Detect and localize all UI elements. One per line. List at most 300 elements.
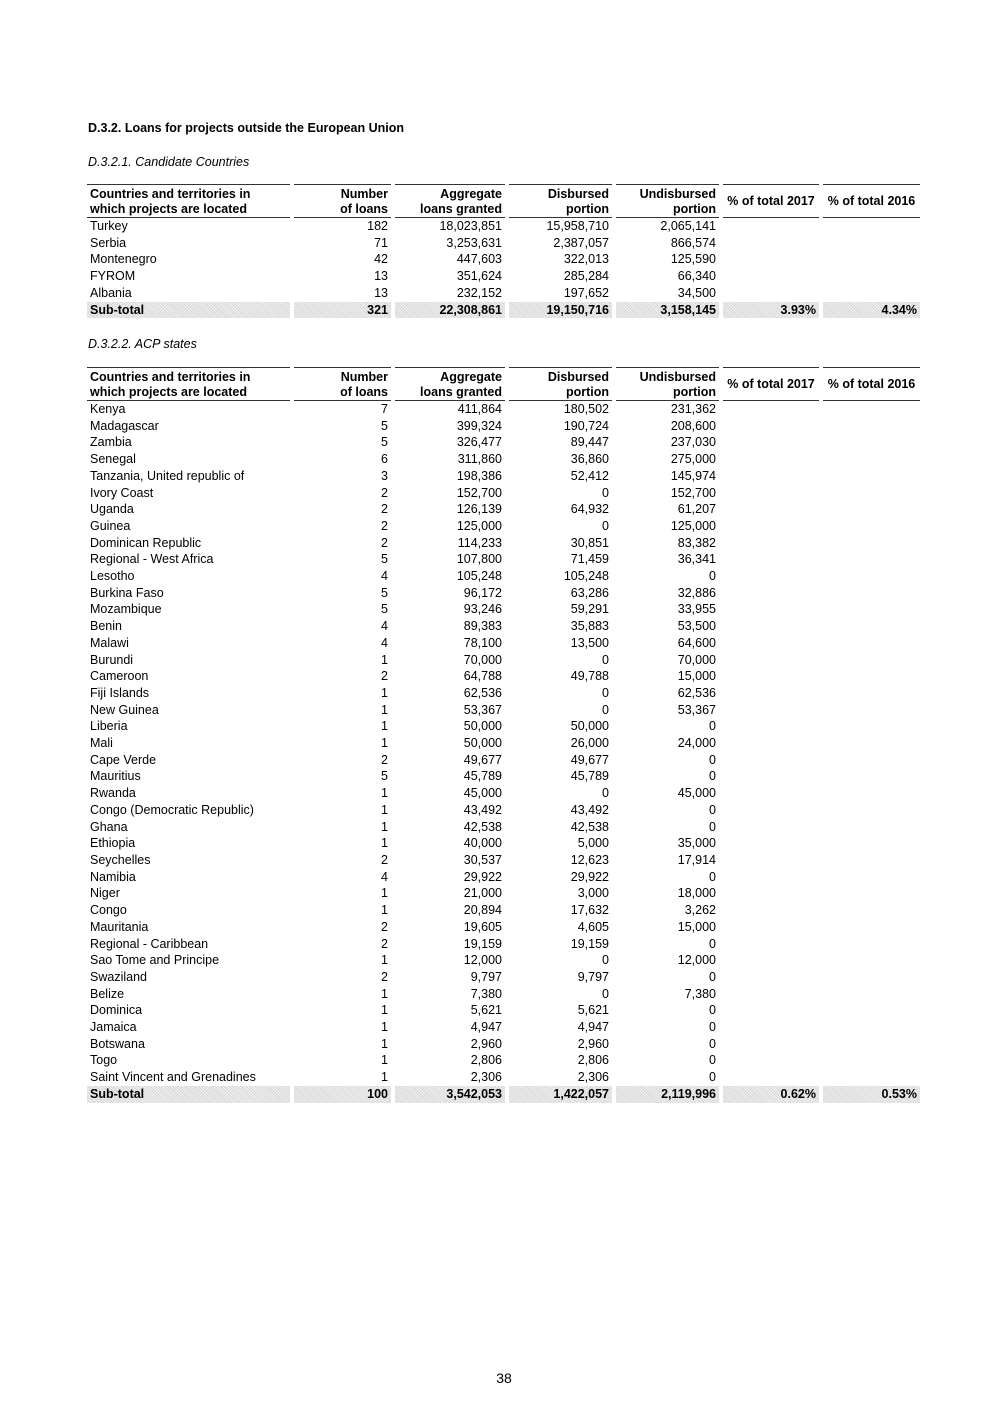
country-cell: Niger bbox=[90, 886, 120, 901]
undisbursed-cell: 0 bbox=[709, 1053, 716, 1068]
table-row bbox=[87, 885, 920, 902]
country-cell: Tanzania, United republic of bbox=[90, 468, 245, 483]
undisbursed-cell: 0 bbox=[709, 569, 716, 584]
country-cell: Burkina Faso bbox=[90, 585, 164, 600]
subtotal-pct2016: 4.34% bbox=[823, 302, 920, 319]
disbursed-cell: 4,605 bbox=[577, 919, 609, 934]
aggregate-cell: 40,000 bbox=[463, 836, 502, 851]
table-row bbox=[87, 451, 920, 468]
country-cell: Guinea bbox=[90, 518, 131, 533]
header-undisbursed: Undisbursed portion bbox=[616, 367, 719, 401]
aggregate-cell: 5,621 bbox=[470, 1003, 502, 1018]
number-cell: 1 bbox=[381, 1020, 388, 1035]
acp-states-table bbox=[87, 367, 920, 1103]
number-cell: 4 bbox=[381, 619, 388, 634]
undisbursed-cell: 0 bbox=[709, 969, 716, 984]
disbursed-cell: 13,500 bbox=[570, 635, 609, 650]
number-cell: 4 bbox=[381, 869, 388, 884]
disbursed-cell: 105,248 bbox=[563, 569, 609, 584]
number-cell: 2 bbox=[381, 485, 388, 500]
disbursed-cell: 0 bbox=[602, 685, 609, 700]
number-cell: 2 bbox=[381, 518, 388, 533]
table-row bbox=[87, 551, 920, 568]
country-cell: Uganda bbox=[90, 502, 134, 517]
aggregate-cell: 107,800 bbox=[456, 552, 502, 567]
aggregate-cell: 43,492 bbox=[463, 802, 502, 817]
table-row bbox=[87, 501, 920, 518]
header-pct-2017: % of total 2017 bbox=[723, 367, 819, 401]
undisbursed-cell: 0 bbox=[709, 802, 716, 817]
aggregate-cell: 30,537 bbox=[463, 852, 502, 867]
number-cell: 6 bbox=[381, 452, 388, 467]
disbursed-cell: 89,447 bbox=[570, 435, 609, 450]
undisbursed-cell: 36,341 bbox=[677, 552, 716, 567]
subtotal-number: 321 bbox=[294, 302, 391, 319]
undisbursed-cell: 275,000 bbox=[670, 452, 716, 467]
undisbursed-cell: 0 bbox=[709, 819, 716, 834]
aggregate-cell: 45,000 bbox=[463, 786, 502, 801]
table-row bbox=[87, 285, 920, 302]
aggregate-cell: 399,324 bbox=[456, 418, 502, 433]
disbursed-cell: 42,538 bbox=[570, 819, 609, 834]
table-row bbox=[87, 268, 920, 285]
aggregate-cell: 326,477 bbox=[456, 435, 502, 450]
table-row bbox=[87, 902, 920, 919]
table-row bbox=[87, 835, 920, 852]
aggregate-cell: 89,383 bbox=[463, 619, 502, 634]
aggregate-cell: 2,306 bbox=[470, 1070, 502, 1085]
table-row bbox=[87, 768, 920, 785]
table-row bbox=[87, 952, 920, 969]
country-cell: Ethiopia bbox=[90, 836, 136, 851]
header-aggregate: Aggregate loans granted bbox=[395, 367, 505, 401]
table-row bbox=[87, 1069, 920, 1086]
undisbursed-cell: 152,700 bbox=[670, 485, 716, 500]
number-cell: 1 bbox=[381, 719, 388, 734]
number-cell: 2 bbox=[381, 669, 388, 684]
undisbursed-cell: 32,886 bbox=[677, 585, 716, 600]
table-row bbox=[87, 468, 920, 485]
aggregate-cell: 351,624 bbox=[456, 269, 502, 284]
table-row bbox=[87, 718, 920, 735]
disbursed-cell: 29,922 bbox=[570, 869, 609, 884]
table-row bbox=[87, 418, 920, 435]
country-cell: Ivory Coast bbox=[90, 485, 154, 500]
country-cell: Benin bbox=[90, 619, 122, 634]
country-cell: Dominican Republic bbox=[90, 535, 202, 550]
country-cell: Kenya bbox=[90, 402, 126, 416]
disbursed-cell: 71,459 bbox=[570, 552, 609, 567]
disbursed-cell: 43,492 bbox=[570, 802, 609, 817]
number-cell: 3 bbox=[381, 468, 388, 483]
number-cell: 1 bbox=[381, 702, 388, 717]
aggregate-cell: 232,152 bbox=[456, 285, 502, 300]
number-cell: 1 bbox=[381, 1070, 388, 1085]
candidate-countries-table bbox=[87, 184, 920, 318]
undisbursed-cell: 83,382 bbox=[677, 535, 716, 550]
undisbursed-cell: 12,000 bbox=[677, 953, 716, 968]
aggregate-cell: 3,253,631 bbox=[446, 235, 502, 250]
header-disbursed: Disbursed portion bbox=[509, 367, 612, 401]
country-cell: Zambia bbox=[90, 435, 132, 450]
undisbursed-cell: 66,340 bbox=[677, 269, 716, 284]
disbursed-cell: 0 bbox=[602, 518, 609, 533]
number-cell: 71 bbox=[374, 235, 388, 250]
table-row bbox=[87, 485, 920, 502]
country-cell: FYROM bbox=[90, 269, 136, 284]
country-cell: Congo (Democratic Republic) bbox=[90, 802, 254, 817]
number-cell: 1 bbox=[381, 819, 388, 834]
undisbursed-cell: 33,955 bbox=[677, 602, 716, 617]
country-cell: Madagascar bbox=[90, 418, 159, 433]
number-cell: 7 bbox=[381, 402, 388, 416]
table-row bbox=[87, 869, 920, 886]
disbursed-cell: 0 bbox=[602, 652, 609, 667]
undisbursed-cell: 0 bbox=[709, 1003, 716, 1018]
disbursed-cell: 2,806 bbox=[577, 1053, 609, 1068]
country-cell: Fiji Islands bbox=[90, 685, 150, 700]
number-cell: 1 bbox=[381, 736, 388, 751]
number-cell: 5 bbox=[381, 418, 388, 433]
table-row bbox=[87, 635, 920, 652]
disbursed-cell: 49,677 bbox=[570, 752, 609, 767]
undisbursed-cell: 231,362 bbox=[670, 402, 716, 416]
country-cell: Ghana bbox=[90, 819, 128, 834]
undisbursed-cell: 0 bbox=[709, 1070, 716, 1085]
table-row bbox=[87, 535, 920, 552]
table-row bbox=[87, 819, 920, 836]
country-cell: Saint Vincent and Grenadines bbox=[90, 1070, 256, 1085]
undisbursed-cell: 0 bbox=[709, 1020, 716, 1035]
subtotal-pct2016: 0.53% bbox=[823, 1086, 920, 1103]
disbursed-cell: 2,960 bbox=[577, 1036, 609, 1051]
aggregate-cell: 42,538 bbox=[463, 819, 502, 834]
country-cell: Lesotho bbox=[90, 569, 135, 584]
number-cell: 1 bbox=[381, 986, 388, 1001]
aggregate-cell: 4,947 bbox=[470, 1020, 502, 1035]
number-cell: 42 bbox=[374, 252, 388, 267]
subtotal-number: 100 bbox=[294, 1086, 391, 1103]
disbursed-cell: 49,788 bbox=[570, 669, 609, 684]
undisbursed-cell: 208,600 bbox=[670, 418, 716, 433]
table-row bbox=[87, 1019, 920, 1036]
aggregate-cell: 93,246 bbox=[463, 602, 502, 617]
number-cell: 2 bbox=[381, 852, 388, 867]
country-cell: Sao Tome and Principe bbox=[90, 953, 220, 968]
number-cell: 2 bbox=[381, 535, 388, 550]
undisbursed-cell: 0 bbox=[709, 936, 716, 951]
country-cell: Mauritania bbox=[90, 919, 149, 934]
aggregate-cell: 447,603 bbox=[456, 252, 502, 267]
section-title: D.3.2. Loans for projects outside the European Union bbox=[88, 121, 405, 135]
aggregate-cell: 19,605 bbox=[463, 919, 502, 934]
undisbursed-cell: 3,262 bbox=[684, 903, 716, 918]
aggregate-cell: 114,233 bbox=[457, 535, 502, 550]
header-pct-2016: % of total 2016 bbox=[823, 184, 920, 218]
aggregate-cell: 53,367 bbox=[463, 702, 502, 717]
disbursed-cell: 35,883 bbox=[570, 619, 609, 634]
country-cell: Mozambique bbox=[90, 602, 162, 617]
aggregate-cell: 12,000 bbox=[463, 953, 502, 968]
number-cell: 5 bbox=[381, 602, 388, 617]
table-row bbox=[87, 852, 920, 869]
disbursed-cell: 12,623 bbox=[570, 852, 609, 867]
undisbursed-cell: 62,536 bbox=[677, 685, 716, 700]
undisbursed-cell: 53,500 bbox=[677, 619, 716, 634]
disbursed-cell: 5,000 bbox=[577, 836, 609, 851]
table-row bbox=[87, 251, 920, 268]
disbursed-cell: 30,851 bbox=[570, 535, 609, 550]
aggregate-cell: 45,789 bbox=[463, 769, 502, 784]
country-cell: Congo bbox=[90, 903, 127, 918]
aggregate-cell: 29,922 bbox=[463, 869, 502, 884]
undisbursed-cell: 866,574 bbox=[670, 235, 716, 250]
subtotal-undisbursed: 3,158,145 bbox=[616, 302, 719, 319]
number-cell: 1 bbox=[381, 802, 388, 817]
header-pct-2016: % of total 2016 bbox=[823, 367, 920, 401]
disbursed-cell: 2,387,057 bbox=[553, 235, 609, 250]
aggregate-cell: 70,000 bbox=[463, 652, 502, 667]
number-cell: 2 bbox=[381, 502, 388, 517]
undisbursed-cell: 61,207 bbox=[677, 502, 716, 517]
undisbursed-cell: 45,000 bbox=[677, 786, 716, 801]
table-row bbox=[87, 601, 920, 618]
aggregate-cell: 125,000 bbox=[456, 518, 502, 533]
disbursed-cell: 9,797 bbox=[577, 969, 609, 984]
table-row bbox=[87, 802, 920, 819]
country-cell: Regional - Caribbean bbox=[90, 936, 209, 951]
aggregate-cell: 198,386 bbox=[456, 468, 502, 483]
aggregate-cell: 152,700 bbox=[456, 485, 502, 500]
subtotal-row bbox=[87, 302, 920, 319]
number-cell: 2 bbox=[381, 969, 388, 984]
undisbursed-cell: 0 bbox=[709, 752, 716, 767]
header-country: Countries and territories in which projects are located bbox=[87, 184, 290, 218]
undisbursed-cell: 35,000 bbox=[677, 836, 716, 851]
aggregate-cell: 20,894 bbox=[463, 903, 502, 918]
aggregate-cell: 96,172 bbox=[463, 585, 502, 600]
header-country: Countries and territories in which projects are located bbox=[87, 367, 290, 401]
undisbursed-cell: 125,000 bbox=[670, 518, 716, 533]
subtotal-label: Sub-total bbox=[87, 1086, 290, 1103]
number-cell: 1 bbox=[381, 652, 388, 667]
number-cell: 1 bbox=[381, 1036, 388, 1051]
number-cell: 5 bbox=[381, 769, 388, 784]
aggregate-cell: 126,139 bbox=[456, 502, 502, 517]
undisbursed-cell: 17,914 bbox=[677, 852, 716, 867]
table-row bbox=[87, 434, 920, 451]
table-row bbox=[87, 735, 920, 752]
undisbursed-cell: 24,000 bbox=[677, 736, 716, 751]
aggregate-cell: 50,000 bbox=[463, 736, 502, 751]
aggregate-cell: 311,860 bbox=[457, 452, 502, 467]
country-cell: Turkey bbox=[90, 219, 128, 233]
aggregate-cell: 411,864 bbox=[457, 402, 502, 416]
number-cell: 13 bbox=[374, 285, 388, 300]
aggregate-cell: 9,797 bbox=[470, 969, 502, 984]
table-row bbox=[87, 1002, 920, 1019]
number-cell: 1 bbox=[381, 685, 388, 700]
disbursed-cell: 2,306 bbox=[577, 1070, 609, 1085]
aggregate-cell: 19,159 bbox=[463, 936, 502, 951]
disbursed-cell: 19,159 bbox=[570, 936, 609, 951]
table-row bbox=[87, 685, 920, 702]
aggregate-cell: 7,380 bbox=[470, 986, 502, 1001]
number-cell: 4 bbox=[381, 569, 388, 584]
aggregate-cell: 2,960 bbox=[470, 1036, 502, 1051]
disbursed-cell: 5,621 bbox=[577, 1003, 609, 1018]
subtotal-aggregate: 22,308,861 bbox=[395, 302, 505, 319]
disbursed-cell: 3,000 bbox=[577, 886, 609, 901]
table-row bbox=[87, 969, 920, 986]
disbursed-cell: 180,502 bbox=[563, 402, 609, 416]
disbursed-cell: 322,013 bbox=[563, 252, 609, 267]
disbursed-cell: 15,958,710 bbox=[546, 219, 609, 233]
aggregate-cell: 64,788 bbox=[463, 669, 502, 684]
disbursed-cell: 17,632 bbox=[570, 903, 609, 918]
country-cell: Senegal bbox=[90, 452, 136, 467]
country-cell: Dominica bbox=[90, 1003, 143, 1018]
table-row bbox=[87, 585, 920, 602]
disbursed-cell: 0 bbox=[602, 986, 609, 1001]
disbursed-cell: 59,291 bbox=[570, 602, 609, 617]
subtotal-disbursed: 19,150,716 bbox=[509, 302, 612, 319]
table-row bbox=[87, 1036, 920, 1053]
number-cell: 4 bbox=[381, 635, 388, 650]
undisbursed-cell: 15,000 bbox=[677, 919, 716, 934]
header-row bbox=[87, 367, 920, 401]
header-aggregate: Aggregate loans granted bbox=[395, 184, 505, 218]
header-disbursed: Disbursed portion bbox=[509, 184, 612, 218]
aggregate-cell: 105,248 bbox=[456, 569, 502, 584]
number-cell: 1 bbox=[381, 953, 388, 968]
table-row bbox=[87, 518, 920, 535]
table-row bbox=[87, 668, 920, 685]
disbursed-cell: 63,286 bbox=[570, 585, 609, 600]
subtotal-label: Sub-total bbox=[87, 302, 290, 319]
disbursed-cell: 52,412 bbox=[570, 468, 609, 483]
country-cell: Malawi bbox=[90, 635, 129, 650]
country-cell: Mali bbox=[90, 736, 113, 751]
disbursed-cell: 4,947 bbox=[577, 1020, 609, 1035]
candidate-countries-title: D.3.2.1. Candidate Countries bbox=[88, 155, 250, 169]
number-cell: 13 bbox=[374, 269, 388, 284]
page-number: 38 bbox=[496, 1370, 512, 1386]
disbursed-cell: 190,724 bbox=[563, 418, 609, 433]
disbursed-cell: 0 bbox=[602, 702, 609, 717]
country-cell: Mauritius bbox=[90, 769, 141, 784]
number-cell: 1 bbox=[381, 1053, 388, 1068]
country-cell: Serbia bbox=[90, 235, 127, 250]
country-cell: New Guinea bbox=[90, 702, 159, 717]
aggregate-cell: 62,536 bbox=[463, 685, 502, 700]
subtotal-disbursed: 1,422,057 bbox=[509, 1086, 612, 1103]
number-cell: 1 bbox=[381, 886, 388, 901]
subtotal-pct2017: 3.93% bbox=[723, 302, 819, 319]
subtotal-row bbox=[87, 1086, 920, 1103]
country-cell: Cameroon bbox=[90, 669, 149, 684]
subtotal-pct2017: 0.62% bbox=[723, 1086, 819, 1103]
number-cell: 1 bbox=[381, 903, 388, 918]
table-row bbox=[87, 568, 920, 585]
disbursed-cell: 285,284 bbox=[563, 269, 609, 284]
table-row bbox=[87, 936, 920, 953]
undisbursed-cell: 70,000 bbox=[677, 652, 716, 667]
undisbursed-cell: 7,380 bbox=[684, 986, 716, 1001]
country-cell: Jamaica bbox=[90, 1020, 137, 1035]
undisbursed-cell: 18,000 bbox=[677, 886, 716, 901]
country-cell: Togo bbox=[90, 1053, 118, 1068]
undisbursed-cell: 125,590 bbox=[670, 252, 716, 267]
disbursed-cell: 64,932 bbox=[570, 502, 609, 517]
aggregate-cell: 2,806 bbox=[470, 1053, 502, 1068]
aggregate-cell: 18,023,851 bbox=[439, 219, 502, 233]
undisbursed-cell: 64,600 bbox=[677, 635, 716, 650]
disbursed-cell: 0 bbox=[602, 485, 609, 500]
table-row bbox=[87, 235, 920, 252]
country-cell: Namibia bbox=[90, 869, 136, 884]
disbursed-cell: 197,652 bbox=[563, 285, 609, 300]
number-cell: 1 bbox=[381, 786, 388, 801]
undisbursed-cell: 0 bbox=[709, 1036, 716, 1051]
number-cell: 1 bbox=[381, 1003, 388, 1018]
country-cell: Liberia bbox=[90, 719, 128, 734]
country-cell: Swaziland bbox=[90, 969, 147, 984]
undisbursed-cell: 53,367 bbox=[677, 702, 716, 717]
country-cell: Regional - West Africa bbox=[90, 552, 214, 567]
table-row bbox=[87, 652, 920, 669]
number-cell: 2 bbox=[381, 919, 388, 934]
aggregate-cell: 21,000 bbox=[463, 886, 502, 901]
undisbursed-cell: 2,065,141 bbox=[660, 219, 716, 233]
disbursed-cell: 0 bbox=[602, 786, 609, 801]
undisbursed-cell: 237,030 bbox=[670, 435, 716, 450]
table-row bbox=[87, 1052, 920, 1069]
table-row bbox=[87, 986, 920, 1003]
country-cell: Botswana bbox=[90, 1036, 145, 1051]
number-cell: 2 bbox=[381, 936, 388, 951]
country-cell: Albania bbox=[90, 285, 132, 300]
number-cell: 1 bbox=[381, 836, 388, 851]
country-cell: Seychelles bbox=[90, 852, 151, 867]
undisbursed-cell: 0 bbox=[709, 769, 716, 784]
country-cell: Belize bbox=[90, 986, 125, 1001]
subtotal-aggregate: 3,542,053 bbox=[395, 1086, 505, 1103]
number-cell: 2 bbox=[381, 752, 388, 767]
undisbursed-cell: 34,500 bbox=[677, 285, 716, 300]
table-row bbox=[87, 919, 920, 936]
header-pct-2017: % of total 2017 bbox=[723, 184, 819, 218]
header-number: Number of loans bbox=[294, 367, 391, 401]
disbursed-cell: 45,789 bbox=[570, 769, 609, 784]
undisbursed-cell: 0 bbox=[709, 869, 716, 884]
table-row bbox=[87, 702, 920, 719]
country-cell: Montenegro bbox=[90, 252, 157, 267]
aggregate-cell: 78,100 bbox=[463, 635, 502, 650]
undisbursed-cell: 0 bbox=[709, 719, 716, 734]
undisbursed-cell: 15,000 bbox=[677, 669, 716, 684]
table-row bbox=[87, 752, 920, 769]
disbursed-cell: 26,000 bbox=[570, 736, 609, 751]
table-row bbox=[87, 618, 920, 635]
number-cell: 5 bbox=[381, 552, 388, 567]
number-cell: 5 bbox=[381, 435, 388, 450]
subtotal-undisbursed: 2,119,996 bbox=[616, 1086, 719, 1103]
disbursed-cell: 0 bbox=[602, 953, 609, 968]
aggregate-cell: 50,000 bbox=[463, 719, 502, 734]
number-cell: 5 bbox=[381, 585, 388, 600]
country-cell: Rwanda bbox=[90, 786, 136, 801]
